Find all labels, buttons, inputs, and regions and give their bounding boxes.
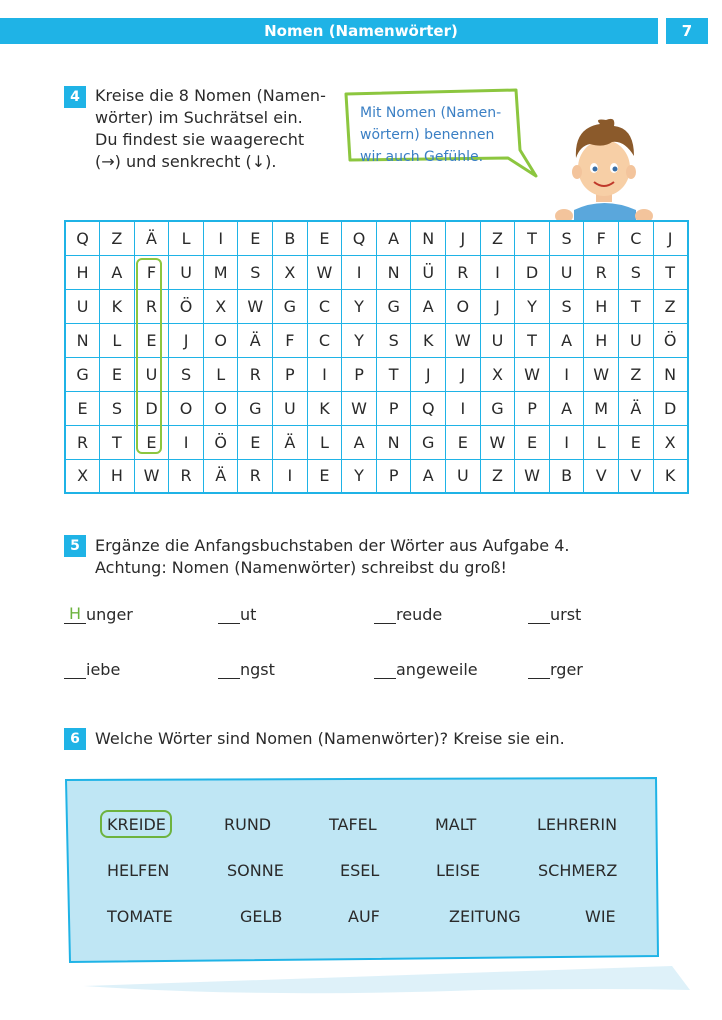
grid-cell[interactable]: U (169, 255, 204, 289)
grid-cell[interactable]: B (549, 459, 584, 493)
grid-cell[interactable]: U (65, 289, 100, 323)
blank-answer[interactable] (528, 604, 550, 624)
grid-cell[interactable]: A (376, 221, 411, 255)
grid-cell[interactable]: Q (342, 221, 377, 255)
word-option[interactable]: WIE (585, 907, 616, 926)
grid-cell[interactable]: Y (342, 289, 377, 323)
grid-cell[interactable]: P (515, 391, 550, 425)
task-4-number: 4 (64, 86, 86, 108)
grid-cell[interactable]: K (653, 459, 688, 493)
task-5-line: Achtung: Nomen (Namenwörter) schreibst du groß! (95, 558, 507, 577)
grid-cell[interactable]: E (446, 425, 481, 459)
word-option[interactable]: LEISE (436, 861, 481, 880)
grid-cell[interactable]: V (584, 459, 619, 493)
grid-cell[interactable]: M (584, 391, 619, 425)
grid-cell[interactable]: Y (515, 289, 550, 323)
grid-cell[interactable]: F (134, 255, 169, 289)
grid-cell[interactable]: I (169, 425, 204, 459)
grid-cell[interactable]: F (273, 323, 308, 357)
grid-cell[interactable]: S (619, 255, 654, 289)
grid-cell[interactable]: J (480, 289, 515, 323)
word-ending: iebe (86, 660, 121, 679)
grid-cell[interactable]: S (100, 391, 135, 425)
blank-answer[interactable] (218, 659, 240, 679)
grid-cell[interactable]: S (376, 323, 411, 357)
task-4-line: Du findest sie waagerecht (95, 130, 305, 149)
grid-cell[interactable]: Ö (203, 425, 238, 459)
grid-cell[interactable]: O (203, 391, 238, 425)
grid-cell[interactable]: W (134, 459, 169, 493)
grid-cell[interactable]: E (65, 391, 100, 425)
grid-cell[interactable]: X (65, 459, 100, 493)
word-option[interactable]: SCHMERZ (538, 861, 618, 880)
grid-cell[interactable]: K (307, 391, 342, 425)
grid-cell[interactable]: N (376, 255, 411, 289)
grid-cell[interactable]: P (342, 357, 377, 391)
task-4-line: Kreise die 8 Nomen (Namen- (95, 86, 326, 105)
grid-cell[interactable]: O (446, 289, 481, 323)
grid-cell[interactable]: T (515, 323, 550, 357)
task-6-number: 6 (64, 728, 86, 750)
word-ending: ut (240, 605, 257, 624)
word-ending: urst (550, 605, 582, 624)
grid-cell[interactable]: U (134, 357, 169, 391)
grid-cell[interactable]: T (653, 255, 688, 289)
word-ending: reude (396, 605, 443, 624)
page-number: 7 (666, 18, 708, 44)
word-option[interactable]: KREIDE (107, 815, 166, 834)
grid-cell[interactable]: I (273, 459, 308, 493)
grid-row (65, 459, 688, 493)
grid-cell[interactable]: U (480, 323, 515, 357)
grid-cell[interactable]: T (100, 425, 135, 459)
grid-cell[interactable]: E (100, 357, 135, 391)
grid-cell[interactable]: L (584, 425, 619, 459)
grid-cell[interactable]: C (307, 289, 342, 323)
grid-cell[interactable]: D (653, 391, 688, 425)
grid-cell[interactable]: I (480, 255, 515, 289)
word-option[interactable]: HELFEN (107, 861, 170, 880)
grid-cell[interactable]: Z (480, 221, 515, 255)
grid-cell[interactable]: Y (342, 459, 377, 493)
grid-cell[interactable]: U (619, 323, 654, 357)
grid-cell[interactable]: I (549, 425, 584, 459)
grid-cell[interactable]: W (584, 357, 619, 391)
fill-blank[interactable] (64, 659, 120, 679)
grid-cell[interactable]: X (653, 425, 688, 459)
fill-blank[interactable] (528, 659, 583, 679)
grid-cell[interactable]: W (515, 357, 550, 391)
grid-cell[interactable]: Ö (653, 323, 688, 357)
grid-cell[interactable]: I (307, 357, 342, 391)
blank-answer[interactable] (374, 659, 396, 679)
word-option[interactable]: GELB (240, 907, 283, 926)
bubble-line: wörtern) benennen (360, 127, 495, 143)
grid-cell[interactable]: I (203, 221, 238, 255)
blank-answer[interactable] (374, 604, 396, 624)
grid-cell[interactable]: W (307, 255, 342, 289)
grid-cell[interactable]: O (169, 391, 204, 425)
grid-cell[interactable]: E (238, 425, 273, 459)
grid-cell[interactable]: R (584, 255, 619, 289)
grid-cell[interactable]: L (100, 323, 135, 357)
fill-blank[interactable] (64, 604, 133, 624)
grid-cell[interactable]: T (515, 221, 550, 255)
grid-cell[interactable]: N (653, 357, 688, 391)
grid-cell[interactable]: O (203, 323, 238, 357)
grid-cell[interactable]: N (376, 425, 411, 459)
word-ending: ngst (240, 660, 275, 679)
grid-cell[interactable]: X (203, 289, 238, 323)
grid-cell[interactable]: Ä (273, 425, 308, 459)
grid-cell[interactable]: W (342, 391, 377, 425)
grid-cell[interactable]: A (100, 255, 135, 289)
grid-cell[interactable]: I (342, 255, 377, 289)
fill-blank[interactable] (374, 604, 442, 624)
grid-cell[interactable]: K (100, 289, 135, 323)
grid-cell[interactable]: E (134, 425, 169, 459)
task-5-instruction (95, 535, 570, 579)
grid-cell[interactable]: G (376, 289, 411, 323)
grid-cell[interactable]: R (169, 459, 204, 493)
grid-cell[interactable]: J (411, 357, 446, 391)
grid-cell[interactable]: R (238, 459, 273, 493)
grid-cell[interactable]: L (307, 425, 342, 459)
grid-cell[interactable]: S (549, 289, 584, 323)
grid-cell[interactable]: M (203, 255, 238, 289)
grid-cell[interactable]: A (342, 425, 377, 459)
boy-illustration (554, 118, 654, 222)
word-ending: unger (86, 605, 133, 624)
grid-row (65, 221, 688, 255)
grid-cell[interactable]: S (169, 357, 204, 391)
grid-cell[interactable]: W (515, 459, 550, 493)
grid-cell[interactable]: J (169, 323, 204, 357)
grid-cell[interactable]: E (307, 221, 342, 255)
grid-cell[interactable]: J (653, 221, 688, 255)
grid-cell[interactable]: Z (480, 459, 515, 493)
grid-cell[interactable]: B (273, 221, 308, 255)
grid-cell[interactable]: P (273, 357, 308, 391)
word-option[interactable]: LEHRERIN (537, 815, 618, 834)
fill-blank[interactable] (218, 659, 275, 679)
word-option[interactable]: ESEL (340, 861, 380, 880)
grid-cell[interactable]: L (169, 221, 204, 255)
grid-cell[interactable]: G (480, 391, 515, 425)
grid-cell[interactable]: W (446, 323, 481, 357)
task-4-line: (→) und senkrecht (↓). (95, 152, 277, 171)
grid-cell[interactable]: R (65, 425, 100, 459)
word-option[interactable]: SONNE (227, 861, 284, 880)
grid-cell[interactable]: E (307, 459, 342, 493)
grid-cell[interactable]: G (238, 391, 273, 425)
grid-cell[interactable]: U (446, 459, 481, 493)
grid-cell[interactable]: Ä (134, 221, 169, 255)
grid-cell[interactable]: G (411, 425, 446, 459)
grid-cell[interactable]: F (584, 221, 619, 255)
grid-cell[interactable]: I (446, 391, 481, 425)
grid-cell[interactable]: Q (411, 391, 446, 425)
grid-cell[interactable]: Y (342, 323, 377, 357)
grid-cell[interactable]: G (65, 357, 100, 391)
word-ending: angeweile (396, 660, 478, 679)
grid-cell[interactable]: N (65, 323, 100, 357)
grid-cell[interactable]: E (619, 425, 654, 459)
grid-cell[interactable]: K (411, 323, 446, 357)
grid-cell[interactable]: D (134, 391, 169, 425)
grid-cell[interactable]: J (446, 221, 481, 255)
grid-cell[interactable]: J (446, 357, 481, 391)
grid-cell[interactable]: Ö (169, 289, 204, 323)
grid-cell[interactable]: E (238, 221, 273, 255)
fill-blank[interactable] (374, 659, 478, 679)
grid-cell[interactable]: Z (100, 221, 135, 255)
word-option[interactable]: MALT (435, 815, 477, 834)
page-title: Nomen (Namenwörter) (264, 22, 458, 40)
grid-cell[interactable]: X (480, 357, 515, 391)
grid-cell[interactable]: Ä (203, 459, 238, 493)
grid-cell[interactable]: H (584, 323, 619, 357)
grid-cell[interactable]: A (411, 289, 446, 323)
grid-cell[interactable]: T (619, 289, 654, 323)
grid-cell[interactable]: S (549, 221, 584, 255)
grid-cell[interactable]: R (446, 255, 481, 289)
grid-cell[interactable]: E (134, 323, 169, 357)
task-4-line: wörter) im Suchrätsel ein. (95, 108, 303, 127)
word-option[interactable]: TOMATE (107, 907, 173, 926)
grid-cell[interactable]: W (238, 289, 273, 323)
task-4-instruction (95, 85, 326, 173)
speech-bubble-text (360, 102, 520, 168)
grid-cell[interactable]: V (619, 459, 654, 493)
grid-cell[interactable]: Z (619, 357, 654, 391)
grid-cell[interactable]: C (619, 221, 654, 255)
task-5-line: Ergänze die Anfangsbuchstaben der Wörter aus Aufgabe 4. (95, 536, 570, 555)
grid-cell[interactable]: Ä (238, 323, 273, 357)
word-option[interactable]: TAFEL (329, 815, 377, 834)
grid-cell[interactable]: R (134, 289, 169, 323)
grid-cell[interactable]: E (515, 425, 550, 459)
blank-answer[interactable] (64, 659, 86, 679)
grid-cell[interactable]: C (307, 323, 342, 357)
grid-cell[interactable]: Ü (411, 255, 446, 289)
word-option[interactable]: RUND (224, 815, 272, 834)
grid-cell[interactable]: P (376, 459, 411, 493)
blank-answer[interactable] (218, 604, 240, 624)
grid-cell[interactable]: G (273, 289, 308, 323)
grid-cell[interactable]: Q (65, 221, 100, 255)
grid-cell[interactable]: L (203, 357, 238, 391)
blank-answer[interactable] (528, 659, 550, 679)
grid-cell[interactable]: X (273, 255, 308, 289)
grid-cell[interactable]: Z (653, 289, 688, 323)
grid-cell[interactable]: R (238, 357, 273, 391)
grid-cell[interactable]: A (549, 323, 584, 357)
task-5-number: 5 (64, 535, 86, 557)
grid-cell[interactable]: N (411, 221, 446, 255)
circled-word-marker (136, 258, 162, 454)
word-ending: rger (550, 660, 583, 679)
grid-cell[interactable]: I (549, 357, 584, 391)
task-6-instruction: Welche Wörter sind Nomen (Namenwörter)? Kreise sie ein. (95, 729, 565, 748)
blank-answer[interactable]: H (64, 604, 86, 624)
grid-cell[interactable]: H (584, 289, 619, 323)
grid-cell[interactable]: U (273, 391, 308, 425)
grid-cell[interactable]: H (100, 459, 135, 493)
fill-blank[interactable] (528, 604, 581, 624)
grid-cell[interactable]: A (549, 391, 584, 425)
grid-cell[interactable]: T (376, 357, 411, 391)
grid-cell[interactable]: D (515, 255, 550, 289)
bubble-line: Mit Nomen (Namen- (360, 105, 502, 121)
grid-cell[interactable]: Ä (619, 391, 654, 425)
word-option[interactable]: AUF (348, 907, 380, 926)
word-option[interactable]: ZEITUNG (449, 907, 521, 926)
bubble-line: wir auch Gefühle. (360, 149, 484, 165)
fill-blank[interactable] (218, 604, 256, 624)
grid-cell[interactable]: H (65, 255, 100, 289)
grid-cell[interactable]: P (376, 391, 411, 425)
grid-cell[interactable]: W (480, 425, 515, 459)
grid-cell[interactable]: A (411, 459, 446, 493)
grid-cell[interactable]: S (238, 255, 273, 289)
grid-cell[interactable]: U (549, 255, 584, 289)
